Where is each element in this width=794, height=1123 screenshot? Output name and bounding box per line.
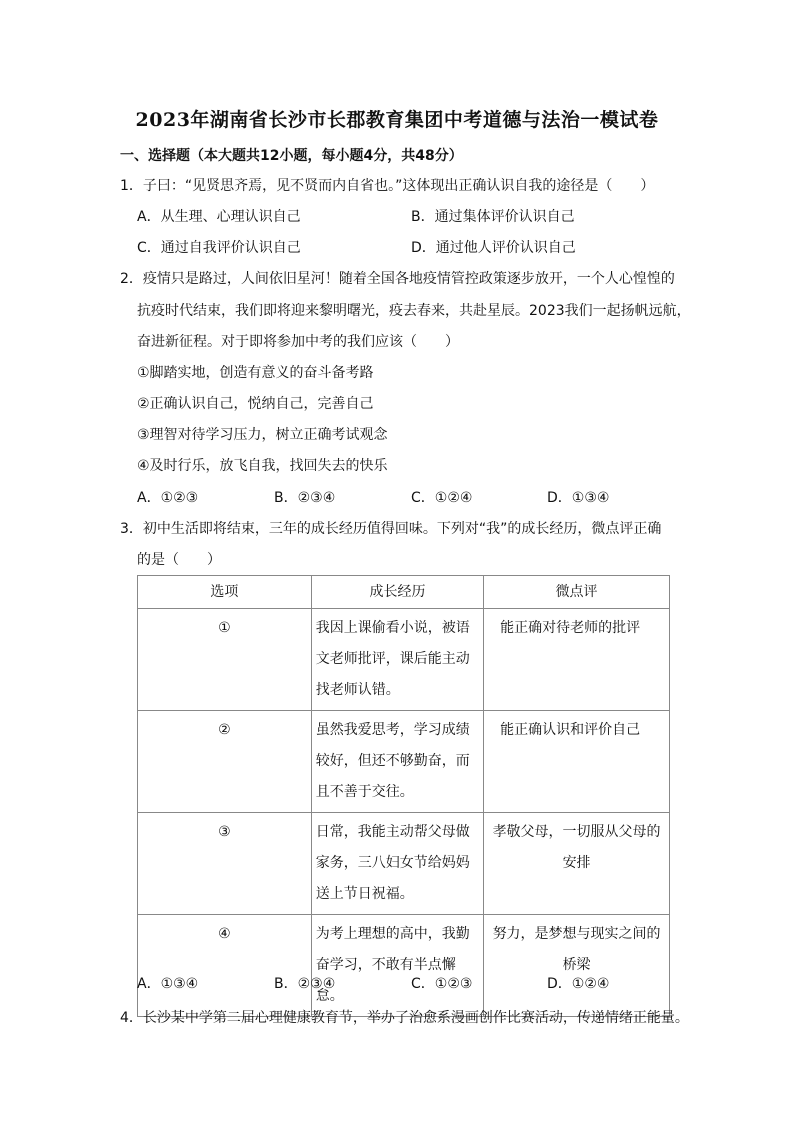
table-row xyxy=(138,915,670,1017)
question-1-option-a: A．从生理、心理认识自己 xyxy=(137,209,301,225)
question-1-option-b: B．通过集体评价认识自己 xyxy=(411,209,575,225)
table-header-row xyxy=(138,576,670,609)
page-title: 2023年湖南省长沙市长郡教育集团中考道德与法治一模试卷 xyxy=(135,109,659,131)
question-3-stem-line2: 的是（ ） xyxy=(137,552,221,568)
table-cell-experience: 我因上课偷看小说，被语文老师批评，课后能主动找老师认错。 xyxy=(311,609,483,711)
table-cell-comment: 努力，是梦想与现实之间的桥梁 xyxy=(484,915,670,1017)
table-cell-option: ① xyxy=(138,609,312,711)
table-cell-comment: 能正确认识和评价自己 xyxy=(484,711,670,813)
table-cell-experience: 为考上理想的高中，我勤奋学习，不敢有半点懈怠。 xyxy=(311,915,483,1017)
question-2-stem-line2: 抗疫时代结束，我们即将迎来黎明曙光，疫去春来，共赴星辰。2023我们一起扬帆远航， xyxy=(137,303,691,319)
question-2-option-a: A．①②③ xyxy=(137,490,199,506)
question-2-item-1: ①脚踏实地，创造有意义的奋斗备考路 xyxy=(137,365,374,381)
table-header-comment: 微点评 xyxy=(484,576,670,609)
table-row xyxy=(138,813,670,915)
table-cell-comment: 能正确对待老师的批评 xyxy=(484,609,670,711)
table-cell-option: ② xyxy=(138,711,312,813)
table-row xyxy=(138,609,670,711)
question-3-option-d: D．①②④ xyxy=(547,976,610,992)
section-heading: 一、选择题（本大题共12小题，每小题4分，共48分） xyxy=(120,148,463,164)
question-2-option-c: C．①②④ xyxy=(411,490,473,506)
question-1-option-d: D．通过他人评价认识自己 xyxy=(411,240,576,256)
question-2-stem-line1: 2．疫情只是路过，人间依旧星河！随着全国各地疫情管控政策逐步放开，一个人心惶惶的 xyxy=(120,271,675,287)
table-cell-option: ③ xyxy=(138,813,312,915)
question-3-table xyxy=(137,575,670,1017)
table-cell-experience: 日常，我能主动帮父母做家务，三八妇女节给妈妈送上节日祝福。 xyxy=(311,813,483,915)
question-4-stem-line1: 4．长沙某中学第二届心理健康教育节，举办了治愈系漫画创作比赛活动，传递情绪正能量。 xyxy=(120,1010,689,1026)
table-cell-experience: 虽然我爱思考，学习成绩较好，但还不够勤奋，而且不善于交往。 xyxy=(311,711,483,813)
table-row xyxy=(138,711,670,813)
question-3-option-b: B．②③④ xyxy=(274,976,336,992)
question-3-stem-line1: 3．初中生活即将结束，三年的成长经历值得回味。下列对“我”的成长经历，微点评正确 xyxy=(120,521,662,537)
question-1-stem: 1．子曰：“见贤思齐焉，见不贤而内自省也。”这体现出正确认识自我的途径是（ ） xyxy=(120,178,655,194)
table-header-experience: 成长经历 xyxy=(311,576,483,609)
table-header-option: 选项 xyxy=(138,576,312,609)
question-2-item-3: ③理智对待学习压力，树立正确考试观念 xyxy=(137,427,388,443)
question-2-item-2: ②正确认识自己，悦纳自己，完善自己 xyxy=(137,396,374,412)
table-cell-option: ④ xyxy=(138,915,312,1017)
question-2-option-d: D．①③④ xyxy=(547,490,610,506)
question-3-option-a: A．①③④ xyxy=(137,976,199,992)
table-cell-comment: 孝敬父母，一切服从父母的安排 xyxy=(484,813,670,915)
question-1-option-c: C．通过自我评价认识自己 xyxy=(137,240,301,256)
question-2-option-b: B．②③④ xyxy=(274,490,336,506)
question-3-option-c: C．①②③ xyxy=(411,976,473,992)
question-2-item-4: ④及时行乐，放飞自我，找回失去的快乐 xyxy=(137,458,388,474)
question-2-stem-line3: 奋进新征程。对于即将参加中考的我们应该（ ） xyxy=(137,334,459,350)
